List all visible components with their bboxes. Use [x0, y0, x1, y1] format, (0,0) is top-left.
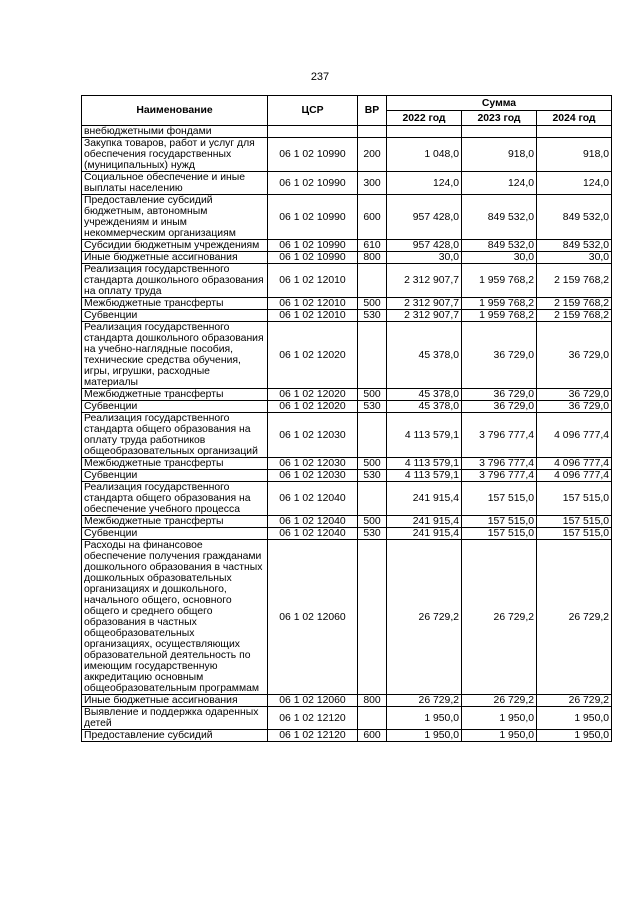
row-name: Субвенции — [82, 470, 268, 482]
row-value-2024: 124,0 — [537, 172, 612, 195]
row-value-2023: 3 796 777,4 — [462, 413, 537, 458]
row-value-2023: 157 515,0 — [462, 528, 537, 540]
row-value-2024: 157 515,0 — [537, 482, 612, 516]
header-csr: ЦСР — [268, 96, 358, 126]
table-row — [82, 458, 612, 470]
row-vr — [358, 707, 387, 730]
header-2024: 2024 год — [537, 111, 612, 126]
row-name: Реализация государственного стандарта дошкольного образования на оплату труда — [82, 264, 268, 298]
row-name: внебюджетными фондами — [82, 126, 268, 138]
table-row — [82, 707, 612, 730]
row-value-2023: 36 729,0 — [462, 389, 537, 401]
row-value-2024: 2 159 768,2 — [537, 298, 612, 310]
table-row — [82, 298, 612, 310]
row-name: Межбюджетные трансферты — [82, 389, 268, 401]
row-value-2024: 36 729,0 — [537, 322, 612, 389]
row-value-2024: 849 532,0 — [537, 240, 612, 252]
row-value-2022: 26 729,2 — [387, 695, 462, 707]
row-csr: 06 1 02 12020 — [268, 401, 358, 413]
row-name: Межбюджетные трансферты — [82, 458, 268, 470]
table-row — [82, 413, 612, 458]
row-vr — [358, 540, 387, 695]
row-value-2023: 1 959 768,2 — [462, 264, 537, 298]
row-value-2022: 45 378,0 — [387, 401, 462, 413]
row-value-2022: 4 113 579,1 — [387, 470, 462, 482]
row-vr: 610 — [358, 240, 387, 252]
row-csr: 06 1 02 12120 — [268, 730, 358, 742]
row-value-2023: 849 532,0 — [462, 195, 537, 240]
row-value-2024: 26 729,2 — [537, 540, 612, 695]
row-name: Межбюджетные трансферты — [82, 298, 268, 310]
row-csr: 06 1 02 10990 — [268, 195, 358, 240]
row-csr: 06 1 02 10990 — [268, 172, 358, 195]
row-value-2022: 26 729,2 — [387, 540, 462, 695]
row-csr: 06 1 02 10990 — [268, 138, 358, 172]
header-sum: Сумма — [387, 96, 612, 111]
row-value-2024: 4 096 777,4 — [537, 413, 612, 458]
row-csr: 06 1 02 12120 — [268, 707, 358, 730]
row-vr: 600 — [358, 730, 387, 742]
row-value-2022: 30,0 — [387, 252, 462, 264]
row-csr: 06 1 02 12060 — [268, 695, 358, 707]
row-name: Субвенции — [82, 401, 268, 413]
row-value-2023: 157 515,0 — [462, 482, 537, 516]
table-row — [82, 322, 612, 389]
row-value-2023: 1 950,0 — [462, 730, 537, 742]
table-row — [82, 310, 612, 322]
row-value-2022: 241 915,4 — [387, 528, 462, 540]
row-value-2022: 124,0 — [387, 172, 462, 195]
row-value-2022: 45 378,0 — [387, 389, 462, 401]
row-value-2024: 36 729,0 — [537, 401, 612, 413]
header-2023: 2023 год — [462, 111, 537, 126]
row-vr: 800 — [358, 695, 387, 707]
row-name: Иные бюджетные ассигнования — [82, 252, 268, 264]
row-value-2022: 1 950,0 — [387, 707, 462, 730]
row-vr — [358, 264, 387, 298]
row-value-2022: 4 113 579,1 — [387, 458, 462, 470]
row-csr: 06 1 02 12030 — [268, 458, 358, 470]
table-row — [82, 516, 612, 528]
row-vr — [358, 413, 387, 458]
row-vr: 300 — [358, 172, 387, 195]
row-vr: 530 — [358, 528, 387, 540]
row-value-2022: 241 915,4 — [387, 516, 462, 528]
row-csr: 06 1 02 12030 — [268, 413, 358, 458]
row-value-2024: 1 950,0 — [537, 730, 612, 742]
row-name: Выявление и поддержка одаренных детей — [82, 707, 268, 730]
table-row — [82, 540, 612, 695]
row-name: Предоставление субсидий бюджетным, автономным учреждениям и иным некоммерческим организациям — [82, 195, 268, 240]
row-value-2024: 849 532,0 — [537, 195, 612, 240]
row-value-2023: 1 959 768,2 — [462, 310, 537, 322]
table-row — [82, 695, 612, 707]
row-csr: 06 1 02 12010 — [268, 264, 358, 298]
header-name: Наименование — [82, 96, 268, 126]
row-csr: 06 1 02 12060 — [268, 540, 358, 695]
row-vr — [358, 322, 387, 389]
row-csr: 06 1 02 12040 — [268, 482, 358, 516]
row-csr: 06 1 02 12040 — [268, 528, 358, 540]
row-value-2022: 1 048,0 — [387, 138, 462, 172]
table-row — [82, 401, 612, 413]
row-value-2022: 2 312 907,7 — [387, 310, 462, 322]
row-value-2023: 26 729,2 — [462, 540, 537, 695]
row-value-2022 — [387, 126, 462, 138]
table-row — [82, 252, 612, 264]
row-value-2023: 30,0 — [462, 252, 537, 264]
row-vr: 600 — [358, 195, 387, 240]
table-body — [82, 126, 612, 742]
row-name: Реализация государственного стандарта дошкольного образования на учебно-наглядные пособия, технические средства обучения, игры, игрушки, расходные материалы — [82, 322, 268, 389]
row-name: Закупка товаров, работ и услуг для обеспечения государственных (муниципальных) нужд — [82, 138, 268, 172]
row-value-2024: 4 096 777,4 — [537, 458, 612, 470]
row-value-2023: 36 729,0 — [462, 322, 537, 389]
table-row — [82, 264, 612, 298]
row-csr: 06 1 02 12020 — [268, 389, 358, 401]
row-vr: 530 — [358, 310, 387, 322]
row-value-2024: 36 729,0 — [537, 389, 612, 401]
row-value-2024: 1 950,0 — [537, 707, 612, 730]
row-name: Субвенции — [82, 310, 268, 322]
row-vr: 500 — [358, 298, 387, 310]
row-value-2023 — [462, 126, 537, 138]
row-value-2024: 26 729,2 — [537, 695, 612, 707]
row-value-2024: 2 159 768,2 — [537, 310, 612, 322]
row-value-2023: 1 950,0 — [462, 707, 537, 730]
row-value-2023: 3 796 777,4 — [462, 470, 537, 482]
row-value-2024: 30,0 — [537, 252, 612, 264]
table-row — [82, 172, 612, 195]
row-value-2022: 1 950,0 — [387, 730, 462, 742]
table-row — [82, 138, 612, 172]
row-name: Субсидии бюджетным учреждениям — [82, 240, 268, 252]
row-value-2023: 36 729,0 — [462, 401, 537, 413]
table-row — [82, 482, 612, 516]
row-csr: 06 1 02 10990 — [268, 252, 358, 264]
row-csr: 06 1 02 12040 — [268, 516, 358, 528]
row-name: Реализация государственного стандарта общего образования на обеспечение учебного процесса — [82, 482, 268, 516]
row-value-2023: 26 729,2 — [462, 695, 537, 707]
row-value-2024: 157 515,0 — [537, 528, 612, 540]
table-row — [82, 528, 612, 540]
table-header-row — [82, 96, 612, 111]
row-name: Субвенции — [82, 528, 268, 540]
row-value-2022: 957 428,0 — [387, 195, 462, 240]
row-name: Реализация государственного стандарта общего образования на оплату труда работников общеобразовательных организаций — [82, 413, 268, 458]
table-row — [82, 470, 612, 482]
row-value-2023: 918,0 — [462, 138, 537, 172]
page-number: 237 — [310, 71, 330, 83]
row-csr: 06 1 02 12010 — [268, 310, 358, 322]
row-csr — [268, 126, 358, 138]
row-value-2024: 157 515,0 — [537, 516, 612, 528]
row-vr — [358, 482, 387, 516]
row-value-2024: 918,0 — [537, 138, 612, 172]
row-vr: 530 — [358, 470, 387, 482]
row-value-2023: 124,0 — [462, 172, 537, 195]
row-value-2024 — [537, 126, 612, 138]
row-vr: 500 — [358, 389, 387, 401]
row-vr: 800 — [358, 252, 387, 264]
budget-table — [81, 95, 612, 742]
row-value-2023: 849 532,0 — [462, 240, 537, 252]
row-vr: 200 — [358, 138, 387, 172]
table-row — [82, 240, 612, 252]
table-row — [82, 126, 612, 138]
row-vr: 530 — [358, 401, 387, 413]
row-value-2024: 2 159 768,2 — [537, 264, 612, 298]
row-value-2022: 957 428,0 — [387, 240, 462, 252]
row-name: Иные бюджетные ассигнования — [82, 695, 268, 707]
row-value-2024: 4 096 777,4 — [537, 470, 612, 482]
row-name: Межбюджетные трансферты — [82, 516, 268, 528]
table-row — [82, 730, 612, 742]
row-vr: 500 — [358, 458, 387, 470]
row-value-2022: 241 915,4 — [387, 482, 462, 516]
table-row — [82, 389, 612, 401]
row-value-2023: 3 796 777,4 — [462, 458, 537, 470]
header-vr: ВР — [358, 96, 387, 126]
row-value-2022: 4 113 579,1 — [387, 413, 462, 458]
table-row — [82, 195, 612, 240]
row-vr — [358, 126, 387, 138]
header-2022: 2022 год — [387, 111, 462, 126]
row-value-2022: 2 312 907,7 — [387, 264, 462, 298]
row-value-2022: 45 378,0 — [387, 322, 462, 389]
row-name: Социальное обеспечение и иные выплаты населению — [82, 172, 268, 195]
row-vr: 500 — [358, 516, 387, 528]
row-value-2022: 2 312 907,7 — [387, 298, 462, 310]
row-csr: 06 1 02 10990 — [268, 240, 358, 252]
row-name: Расходы на финансовое обеспечение получения гражданами дошкольного образования в частных дошкольных образовательных организациях и дошкольного, начального общего, основного общего и среднего общего образования в частных общеобразовательных организациях, осуществляющих образовательной деятельность по имеющим государственную аккредитацию основным общеобразовательным программам — [82, 540, 268, 695]
row-csr: 06 1 02 12010 — [268, 298, 358, 310]
row-value-2023: 1 959 768,2 — [462, 298, 537, 310]
row-csr: 06 1 02 12020 — [268, 322, 358, 389]
row-csr: 06 1 02 12030 — [268, 470, 358, 482]
row-value-2023: 157 515,0 — [462, 516, 537, 528]
row-name: Предоставление субсидий — [82, 730, 268, 742]
